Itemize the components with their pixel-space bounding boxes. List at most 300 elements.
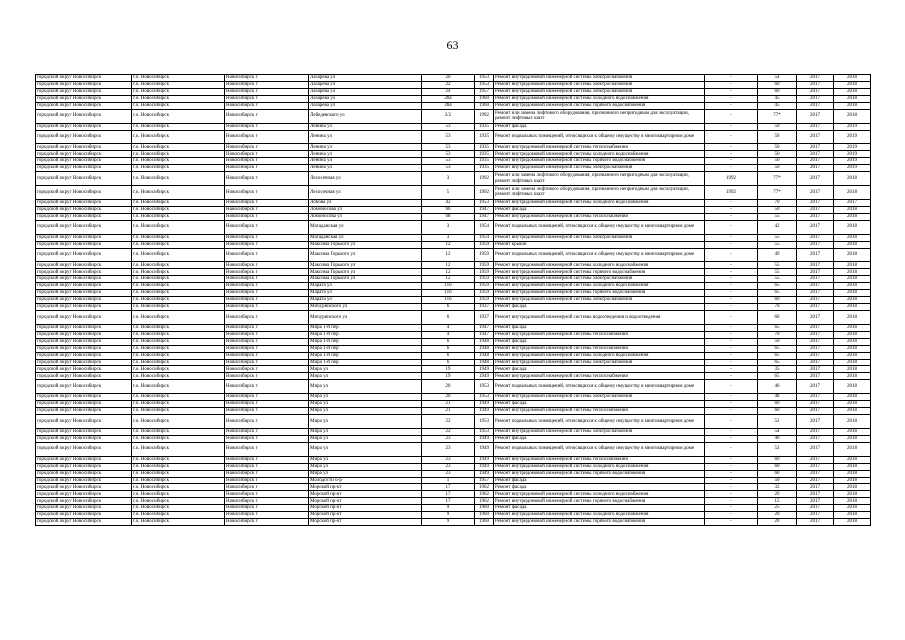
plan-end-cell: 2018 xyxy=(834,435,871,442)
year-built-cell: 1953 xyxy=(475,380,494,394)
house-number-cell: 53 xyxy=(422,151,475,158)
municipality-cell: городской округ Новосибирск xyxy=(36,123,132,130)
house-number-cell: 11б xyxy=(422,283,475,290)
plan-start-cell: 2017 xyxy=(797,505,834,512)
wear-cell: 60 xyxy=(758,401,797,408)
city-cell: Новосибирск г xyxy=(225,269,309,276)
lift-year-cell: - xyxy=(705,283,758,290)
municipality-cell: городской округ Новосибирск xyxy=(36,505,132,512)
house-number-cell: 3 xyxy=(422,172,475,186)
district-cell: г.о. Новосибирск xyxy=(132,102,225,109)
plan-start-cell: 2017 xyxy=(797,220,834,234)
year-built-cell: 1962 xyxy=(475,498,494,505)
plan-start-cell: 2017 xyxy=(797,186,834,200)
district-cell: г.о. Новосибирск xyxy=(132,345,225,352)
work-type-cell: Ремонт внутридомовой инженерной системы холодного водоснабжения xyxy=(494,463,705,470)
plan-start-cell: 2017 xyxy=(797,366,834,373)
table-row xyxy=(36,310,871,324)
street-cell: Мира ул xyxy=(309,373,422,380)
municipality-cell: городской округ Новосибирск xyxy=(36,463,132,470)
plan-end-cell: 2019 xyxy=(834,158,871,165)
house-number-cell: 6 xyxy=(422,304,475,311)
plan-end-cell: 2018 xyxy=(834,373,871,380)
district-cell: г.о. Новосибирск xyxy=(132,241,225,248)
district-cell: г.о. Новосибирск xyxy=(132,373,225,380)
year-built-cell: 1935 xyxy=(475,158,494,165)
lift-year-cell: - xyxy=(705,290,758,297)
street-cell: Морской пр-кт xyxy=(309,512,422,519)
plan-start-cell: 2017 xyxy=(797,428,834,435)
plan-end-cell: 2018 xyxy=(834,109,871,123)
wear-cell: 60 xyxy=(758,456,797,463)
plan-start-cell: 2017 xyxy=(797,401,834,408)
district-cell: г.о. Новосибирск xyxy=(132,435,225,442)
work-type-cell: Ремонт внутридомовой инженерной системы электроснабжения xyxy=(494,428,705,435)
lift-year-cell: - xyxy=(705,345,758,352)
year-built-cell: 1948 xyxy=(475,352,494,359)
plan-end-cell: 2018 xyxy=(834,102,871,109)
plan-start-cell: 2017 xyxy=(797,345,834,352)
district-cell: г.о. Новосибирск xyxy=(132,220,225,234)
lift-year-cell: - xyxy=(705,213,758,220)
table-row xyxy=(36,456,871,463)
municipality-cell: городской округ Новосибирск xyxy=(36,359,132,366)
year-built-cell: 1960 xyxy=(475,519,494,526)
district-cell: г.о. Новосибирск xyxy=(132,81,225,88)
work-type-cell: Ремонт внутридомовой инженерной системы теплоснабжения xyxy=(494,373,705,380)
work-type-cell: Ремонт фасада xyxy=(494,123,705,130)
lift-year-cell: - xyxy=(705,415,758,429)
house-number-cell: 19 xyxy=(422,366,475,373)
wear-cell: 50 xyxy=(758,123,797,130)
wear-cell: 70 xyxy=(758,199,797,206)
street-cell: Максима Горького ул xyxy=(309,276,422,283)
lift-year-cell: - xyxy=(705,234,758,241)
work-type-cell: Ремонт или замена лифтового оборудования, признанного непригодным для эксплуатации, ремонт лифтовых шахт xyxy=(494,172,705,186)
work-type-cell: Ремонт крыши xyxy=(494,241,705,248)
lift-year-cell: - xyxy=(705,304,758,311)
year-built-cell: 1935 xyxy=(475,165,494,172)
table-row xyxy=(36,283,871,290)
district-cell: г.о. Новосибирск xyxy=(132,262,225,269)
work-type-cell: Ремонт внутридомовой инженерной системы электроснабжения xyxy=(494,234,705,241)
lift-year-cell: - xyxy=(705,380,758,394)
work-type-cell: Ремонт внутридомовой инженерной системы водоотведения и водоотведения xyxy=(494,310,705,324)
table-row xyxy=(36,269,871,276)
plan-end-cell: 2018 xyxy=(834,408,871,415)
municipality-cell: городской округ Новосибирск xyxy=(36,109,132,123)
municipality-cell: городской округ Новосибирск xyxy=(36,373,132,380)
table-row xyxy=(36,186,871,200)
city-cell: Новосибирск г xyxy=(225,380,309,394)
wear-cell: 20 xyxy=(758,512,797,519)
wear-cell: 65 xyxy=(758,290,797,297)
street-cell: Лазарева ул xyxy=(309,102,422,109)
house-number-cell: 17 xyxy=(422,491,475,498)
district-cell: г.о. Новосибирск xyxy=(132,276,225,283)
wear-cell: 45 xyxy=(758,102,797,109)
plan-end-cell: 2018 xyxy=(834,491,871,498)
wear-cell: 55 xyxy=(758,276,797,283)
municipality-cell: городской округ Новосибирск xyxy=(36,269,132,276)
house-number-cell: 4 xyxy=(422,324,475,331)
work-type-cell: Ремонт внутридомовой инженерной системы холодного водоснабжения xyxy=(494,151,705,158)
plan-start-cell: 2017 xyxy=(797,512,834,519)
table-row xyxy=(36,172,871,186)
year-built-cell: 1953 xyxy=(475,415,494,429)
house-number-cell: 28а xyxy=(422,95,475,102)
work-type-cell: Ремонт подвальных помещений, относящихся к общему имуществу в многоквартирном доме xyxy=(494,442,705,456)
lift-year-cell: - xyxy=(705,359,758,366)
work-type-cell: Ремонт фасада xyxy=(494,484,705,491)
year-built-cell: 1992 xyxy=(475,172,494,186)
street-cell: Марата ул xyxy=(309,297,422,304)
city-cell: Новосибирск г xyxy=(225,359,309,366)
street-cell: Максима Горького ул xyxy=(309,269,422,276)
year-built-cell: 1949 xyxy=(475,408,494,415)
lift-year-cell: - xyxy=(705,220,758,234)
work-type-cell: Ремонт внутридомовой инженерной системы холодного водоснабжения xyxy=(494,283,705,290)
work-type-cell: Ремонт внутридомовой инженерной системы электроснабжения xyxy=(494,297,705,304)
street-cell: Марата ул xyxy=(309,290,422,297)
plan-end-cell: 2018 xyxy=(834,88,871,95)
work-type-cell: Ремонт фасада xyxy=(494,477,705,484)
municipality-cell: городской округ Новосибирск xyxy=(36,241,132,248)
wear-cell: 15 xyxy=(758,498,797,505)
municipality-cell: городской округ Новосибирск xyxy=(36,144,132,151)
table-row xyxy=(36,151,871,158)
wear-cell: 50 xyxy=(758,206,797,213)
work-type-cell: Ремонт внутридомовой инженерной системы холодного водоснабжения xyxy=(494,95,705,102)
city-cell: Новосибирск г xyxy=(225,165,309,172)
plan-end-cell: 2017 xyxy=(834,199,871,206)
year-built-cell: 1953 xyxy=(475,75,494,82)
district-cell: г.о. Новосибирск xyxy=(132,401,225,408)
plan-start-cell: 2017 xyxy=(797,276,834,283)
work-type-cell: Ремонт фасада xyxy=(494,206,705,213)
municipality-cell: городской округ Новосибирск xyxy=(36,248,132,262)
lift-year-cell: - xyxy=(705,491,758,498)
wear-cell: 20 xyxy=(758,491,797,498)
work-type-cell: Ремонт внутридомовой инженерной системы горячего водоснабжения xyxy=(494,269,705,276)
work-type-cell: Ремонт внутридомовой инженерной системы теплоснабжения xyxy=(494,456,705,463)
year-built-cell: 1959 xyxy=(475,241,494,248)
municipality-cell: городской округ Новосибирск xyxy=(36,338,132,345)
district-cell: г.о. Новосибирск xyxy=(132,366,225,373)
plan-start-cell: 2017 xyxy=(797,88,834,95)
plan-start-cell: 2017 xyxy=(797,206,834,213)
table-row xyxy=(36,88,871,95)
street-cell: Мира ул xyxy=(309,470,422,477)
table-row xyxy=(36,408,871,415)
house-number-cell: 3 xyxy=(422,220,475,234)
work-type-cell: Ремонт внутридомовой инженерной системы холодного водоснабжения xyxy=(494,262,705,269)
plan-end-cell: 2018 xyxy=(834,456,871,463)
district-cell: г.о. Новосибирск xyxy=(132,456,225,463)
house-number-cell: 53 xyxy=(422,130,475,144)
wear-cell: 55 xyxy=(758,234,797,241)
plan-start-cell: 2017 xyxy=(797,234,834,241)
house-number-cell: 11б xyxy=(422,290,475,297)
municipality-cell: городской округ Новосибирск xyxy=(36,290,132,297)
plan-end-cell: 2018 xyxy=(834,241,871,248)
municipality-cell: городской округ Новосибирск xyxy=(36,435,132,442)
street-cell: Молодости б-р xyxy=(309,477,422,484)
lift-year-cell: - xyxy=(705,75,758,82)
work-type-cell: Ремонт внутридомовой инженерной системы горячего водоснабжения xyxy=(494,498,705,505)
wear-cell: 35 xyxy=(758,366,797,373)
year-built-cell: 1949 xyxy=(475,373,494,380)
house-number-cell: 1 xyxy=(422,477,475,484)
plan-end-cell: 2018 xyxy=(834,220,871,234)
plan-end-cell: 2018 xyxy=(834,81,871,88)
district-cell: г.о. Новосибирск xyxy=(132,310,225,324)
year-built-cell: 1935 xyxy=(475,144,494,151)
municipality-cell: городской округ Новосибирск xyxy=(36,158,132,165)
work-type-cell: Ремонт внутридомовой инженерной системы холодного водоснабжения xyxy=(494,352,705,359)
city-cell: Новосибирск г xyxy=(225,331,309,338)
table-row xyxy=(36,220,871,234)
city-cell: Новосибирск г xyxy=(225,199,309,206)
street-cell: Мира 1-й пер xyxy=(309,352,422,359)
municipality-cell: городской округ Новосибирск xyxy=(36,151,132,158)
table-row xyxy=(36,366,871,373)
wear-cell: 60 xyxy=(758,470,797,477)
house-number-cell: 20 xyxy=(422,380,475,394)
work-type-cell: Ремонт внутридомовой инженерной системы горячего водоснабжения xyxy=(494,290,705,297)
year-built-cell: 1949 xyxy=(475,463,494,470)
work-type-cell: Ремонт внутридомовой инженерной системы электроснабжения xyxy=(494,88,705,95)
street-cell: Лебедевского ул xyxy=(309,109,422,123)
house-number-cell: 12 xyxy=(422,241,475,248)
lift-year-cell: - xyxy=(705,269,758,276)
municipality-cell: городской округ Новосибирск xyxy=(36,297,132,304)
street-cell: Мира 1-й пер xyxy=(309,324,422,331)
street-cell: Мира 1-й пер xyxy=(309,359,422,366)
table-row xyxy=(36,415,871,429)
street-cell: Мира ул xyxy=(309,463,422,470)
work-type-cell: Ремонт внутридомовой инженерной системы электроснабжения xyxy=(494,359,705,366)
plan-start-cell: 2017 xyxy=(797,81,834,88)
work-type-cell: Ремонт фасада xyxy=(494,338,705,345)
municipality-cell: городской округ Новосибирск xyxy=(36,102,132,109)
house-number-cell: 42 xyxy=(422,199,475,206)
street-cell: Мира 1-й пер xyxy=(309,331,422,338)
plan-end-cell: 2018 xyxy=(834,297,871,304)
lift-year-cell: - xyxy=(705,123,758,130)
year-built-cell: 1937 xyxy=(475,304,494,311)
work-type-cell: Ремонт внутридомовой инженерной системы холодного водоснабжения xyxy=(494,512,705,519)
work-type-cell: Ремонт фасада xyxy=(494,324,705,331)
lift-year-cell: - xyxy=(705,324,758,331)
municipality-cell: городской округ Новосибирск xyxy=(36,491,132,498)
plan-end-cell: 2018 xyxy=(834,304,871,311)
year-built-cell: 1935 xyxy=(475,123,494,130)
street-cell: Мира ул xyxy=(309,456,422,463)
plan-start-cell: 2017 xyxy=(797,477,834,484)
year-built-cell: 1962 xyxy=(475,484,494,491)
wear-cell: 60 xyxy=(758,463,797,470)
street-cell: Ломоносова ул xyxy=(309,206,422,213)
city-cell: Новосибирск г xyxy=(225,484,309,491)
year-built-cell: 1959 xyxy=(475,269,494,276)
wear-cell: 45 xyxy=(758,95,797,102)
plan-end-cell: 2018 xyxy=(834,345,871,352)
city-cell: Новосибирск г xyxy=(225,81,309,88)
city-cell: Новосибирск г xyxy=(225,234,309,241)
municipality-cell: городской округ Новосибирск xyxy=(36,394,132,401)
plan-start-cell: 2017 xyxy=(797,415,834,429)
city-cell: Новосибирск г xyxy=(225,394,309,401)
city-cell: Новосибирск г xyxy=(225,470,309,477)
city-cell: Новосибирск г xyxy=(225,491,309,498)
district-cell: г.о. Новосибирск xyxy=(132,290,225,297)
year-built-cell: 1949 xyxy=(475,470,494,477)
house-number-cell: 22 xyxy=(422,81,475,88)
table-row xyxy=(36,213,871,220)
street-cell: Морской пр-кт xyxy=(309,519,422,526)
street-cell: Максима Горького ул xyxy=(309,262,422,269)
lift-year-cell: - xyxy=(705,338,758,345)
street-cell: Ленина ул xyxy=(309,144,422,151)
municipality-cell: городской округ Новосибирск xyxy=(36,81,132,88)
table-row xyxy=(36,484,871,491)
plan-end-cell: 2018 xyxy=(834,234,871,241)
year-built-cell: 1992 xyxy=(475,186,494,200)
city-cell: Новосибирск г xyxy=(225,324,309,331)
district-cell: г.о. Новосибирск xyxy=(132,415,225,429)
lift-year-cell: - xyxy=(705,366,758,373)
wear-cell: 65 xyxy=(758,359,797,366)
plan-end-cell: 2018 xyxy=(834,380,871,394)
lift-year-cell: - xyxy=(705,297,758,304)
wear-cell: 52 xyxy=(758,415,797,429)
wear-cell: 77* xyxy=(758,109,797,123)
municipality-cell: городской округ Новосибирск xyxy=(36,130,132,144)
lift-year-cell: - xyxy=(705,151,758,158)
wear-cell: 60 xyxy=(758,310,797,324)
street-cell: Мичуринского ул xyxy=(309,304,422,311)
plan-start-cell: 2017 xyxy=(797,109,834,123)
city-cell: Новосибирск г xyxy=(225,102,309,109)
district-cell: г.о. Новосибирск xyxy=(132,158,225,165)
wear-cell: 65 xyxy=(758,324,797,331)
wear-cell: 60 xyxy=(758,81,797,88)
street-cell: Мира ул xyxy=(309,401,422,408)
work-type-cell: Ремонт подвальных помещений, относящихся к общему имуществу в многоквартирном доме xyxy=(494,415,705,429)
lift-year-cell: - xyxy=(705,470,758,477)
district-cell: г.о. Новосибирск xyxy=(132,234,225,241)
municipality-cell: городской округ Новосибирск xyxy=(36,380,132,394)
city-cell: Новосибирск г xyxy=(225,206,309,213)
plan-start-cell: 2017 xyxy=(797,241,834,248)
district-cell: г.о. Новосибирск xyxy=(132,470,225,477)
lift-year-cell: - xyxy=(705,442,758,456)
year-built-cell: 1959 xyxy=(475,290,494,297)
street-cell: Максима Горького ул xyxy=(309,241,422,248)
city-cell: Новосибирск г xyxy=(225,456,309,463)
work-type-cell: Ремонт подвальных помещений, относящихся к общему имуществу в многоквартирном доме xyxy=(494,248,705,262)
year-built-cell: 1957 xyxy=(475,88,494,95)
district-cell: г.о. Новосибирск xyxy=(132,484,225,491)
district-cell: г.о. Новосибирск xyxy=(132,477,225,484)
table-row xyxy=(36,519,871,526)
street-cell: Мичуринского ул xyxy=(309,310,422,324)
year-built-cell: 1959 xyxy=(475,248,494,262)
street-cell: Лобова ул xyxy=(309,199,422,206)
plan-end-cell: 2018 xyxy=(834,428,871,435)
municipality-cell: городской округ Новосибирск xyxy=(36,498,132,505)
lift-year-cell: - xyxy=(705,130,758,144)
table-row xyxy=(36,290,871,297)
wear-cell: 49 xyxy=(758,248,797,262)
house-number-cell: 12 xyxy=(422,269,475,276)
lift-year-cell: 1992 xyxy=(705,172,758,186)
city-cell: Новосибирск г xyxy=(225,88,309,95)
house-number-cell: 6 xyxy=(422,352,475,359)
street-cell: Мира ул xyxy=(309,394,422,401)
table-row xyxy=(36,262,871,269)
plan-end-cell: 2018 xyxy=(834,95,871,102)
district-cell: г.о. Новосибирск xyxy=(132,269,225,276)
house-number-cell: 9 xyxy=(422,505,475,512)
plan-end-cell: 2019 xyxy=(834,165,871,172)
city-cell: Новосибирск г xyxy=(225,283,309,290)
municipality-cell: городской округ Новосибирск xyxy=(36,262,132,269)
work-type-cell: Ремонт внутридомовой инженерной системы электроснабжения xyxy=(494,276,705,283)
year-built-cell: 1937 xyxy=(475,310,494,324)
wear-cell: 60 xyxy=(758,408,797,415)
wear-cell: 54 xyxy=(758,428,797,435)
municipality-cell: городской округ Новосибирск xyxy=(36,172,132,186)
city-cell: Новосибирск г xyxy=(225,241,309,248)
city-cell: Новосибирск г xyxy=(225,435,309,442)
house-number-cell: 4 xyxy=(422,331,475,338)
plan-end-cell: 2019 xyxy=(834,123,871,130)
plan-end-cell: 2018 xyxy=(834,442,871,456)
municipality-cell: городской округ Новосибирск xyxy=(36,75,132,82)
street-cell: Лазарева ул xyxy=(309,75,422,82)
work-type-cell: Ремонт подвальных помещений, относящихся к общему имуществу в многоквартирном доме xyxy=(494,220,705,234)
city-cell: Новосибирск г xyxy=(225,262,309,269)
city-cell: Новосибирск г xyxy=(225,248,309,262)
district-cell: г.о. Новосибирск xyxy=(132,172,225,186)
house-number-cell: 53 xyxy=(422,158,475,165)
district-cell: г.о. Новосибирск xyxy=(132,408,225,415)
house-number-cell: 11б xyxy=(422,297,475,304)
house-number-cell: 66 xyxy=(422,206,475,213)
house-number-cell: 21 xyxy=(422,401,475,408)
plan-end-cell: 2018 xyxy=(834,512,871,519)
municipality-cell: городской округ Новосибирск xyxy=(36,484,132,491)
city-cell: Новосибирск г xyxy=(225,158,309,165)
table-row xyxy=(36,380,871,394)
year-built-cell: 1947 xyxy=(475,331,494,338)
house-number-cell: 2/2 xyxy=(422,109,475,123)
table-row xyxy=(36,352,871,359)
table-row xyxy=(36,241,871,248)
table-row xyxy=(36,435,871,442)
lift-year-cell: - xyxy=(705,394,758,401)
plan-end-cell: 2018 xyxy=(834,415,871,429)
wear-cell: 50 xyxy=(758,477,797,484)
house-number-cell: 28а xyxy=(422,102,475,109)
district-cell: г.о. Новосибирск xyxy=(132,75,225,82)
plan-start-cell: 2017 xyxy=(797,172,834,186)
house-number-cell: 23 xyxy=(422,463,475,470)
street-cell: Мира ул xyxy=(309,380,422,394)
municipality-cell: городской округ Новосибирск xyxy=(36,415,132,429)
